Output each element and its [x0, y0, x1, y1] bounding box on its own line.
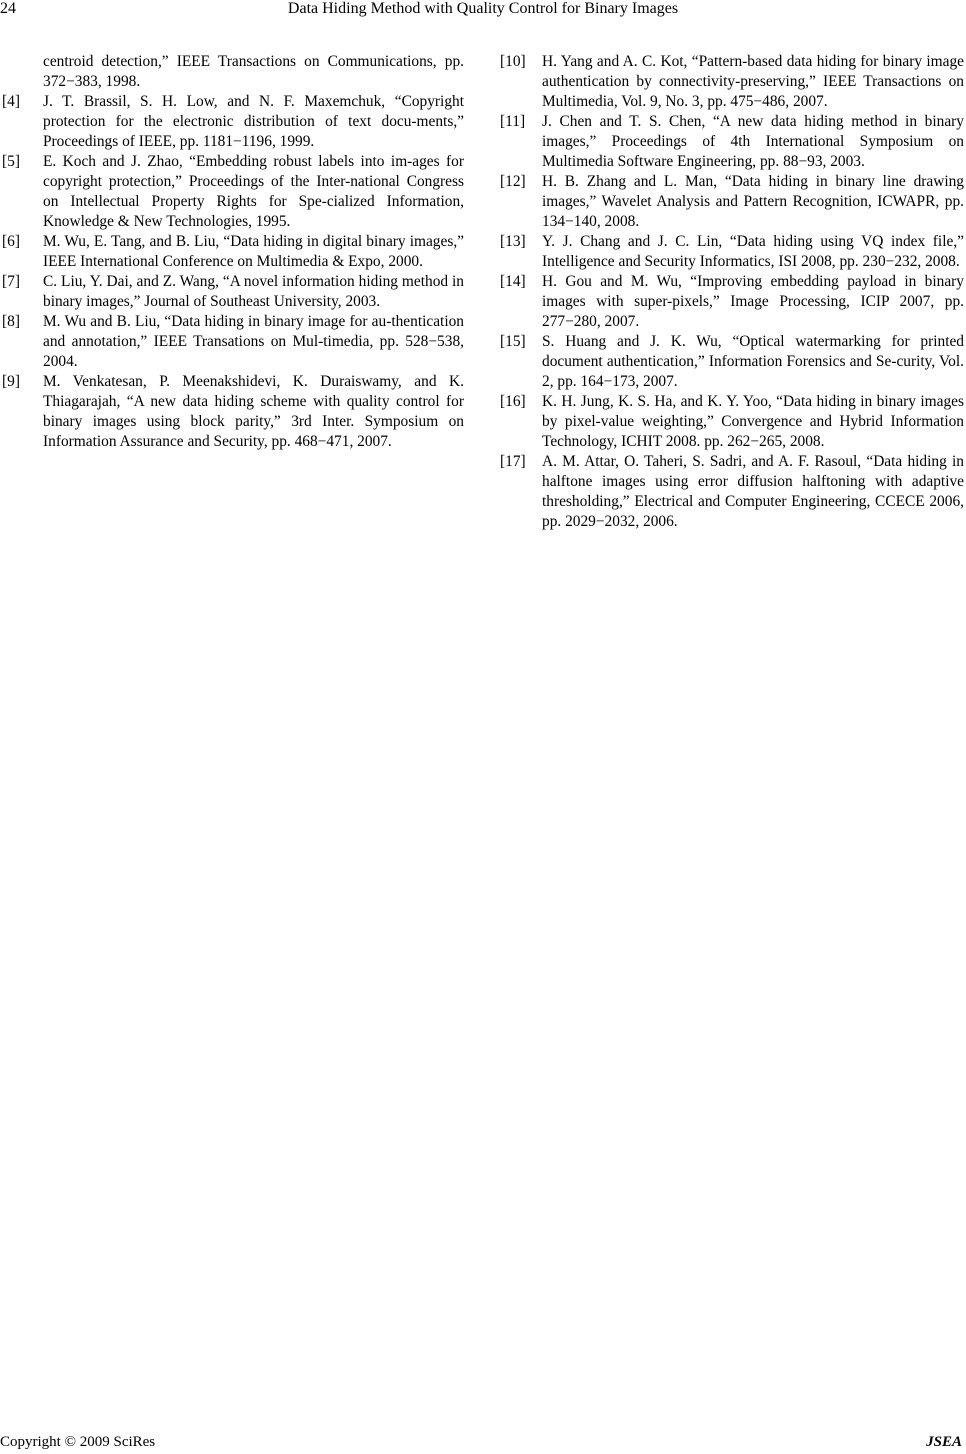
reference-text: M. Venkatesan, P. Meenakshidevi, K. Duraiswamy, and K. Thiagarajah, “A new data hiding scheme with quality control for binary images using block parity,” 3rd Inter. Symposium on Information Assurance and Security, pp. 468−471, 2007. [43, 373, 464, 450]
reference-14 [500, 272, 964, 332]
reference-number: [4] [2, 93, 20, 110]
reference-text: H. B. Zhang and L. Man, “Data hiding in binary line drawing images,” Wavelet Analysis and Pattern Recognition, ICWAPR, pp. 134−140, 2008. [542, 173, 964, 230]
reference-10 [500, 52, 964, 112]
reference-number: [11] [500, 113, 526, 130]
reference-text: C. Liu, Y. Dai, and Z. Wang, “A novel information hiding method in binary images,” Journal of Southeast University, 2003. [43, 273, 464, 310]
reference-16 [500, 392, 964, 452]
reference-7 [2, 272, 464, 312]
reference-text: Y. J. Chang and J. C. Lin, “Data hiding using VQ index file,” Intelligence and Security Informatics, ISI 2008, pp. 230−232, 2008. [542, 233, 964, 270]
reference-number: [17] [500, 453, 526, 470]
reference-number: [5] [2, 153, 20, 170]
running-header [0, 0, 966, 24]
reference-number: [15] [500, 333, 526, 350]
reference-number: [16] [500, 393, 526, 410]
left-column [2, 52, 464, 452]
reference-5 [2, 152, 464, 232]
running-title: Data Hiding Method with Quality Control for Binary Images [287, 0, 679, 17]
reference-11 [500, 112, 964, 172]
copyright-notice: Copyright © 2009 SciRes [0, 1434, 156, 1450]
reference-text: J. Chen and T. S. Chen, “A new data hiding method in binary images,” Proceedings of 4th International Symposium on Multimedia Software Engineering, pp. 88−93, 2003. [542, 113, 964, 170]
reference-text: J. T. Brassil, S. H. Low, and N. F. Maxemchuk, “Copyright protection for the electronic distribution of text docu-ments,” Proceedings of IEEE, pp. 1181−1196, 1999. [43, 93, 464, 150]
reference-number: [13] [500, 233, 526, 250]
reference-6 [2, 232, 464, 272]
reference-17 [500, 452, 964, 532]
reference-text: E. Koch and J. Zhao, “Embedding robust labels into im-ages for copyright protection,” Proceedings of the Inter-national Congress on Intellectual Property Rights for Spe-cialized Information, Knowledge & New Technologies, 1995. [43, 153, 464, 230]
reference-text: S. Huang and J. K. Wu, “Optical watermarking for printed document authentication,” Information Forensics and Se-curity, Vol. 2, pp. 164−173, 2007. [542, 333, 964, 390]
reference-15 [500, 332, 964, 392]
reference-text: M. Wu and B. Liu, “Data hiding in binary image for au-thentication and annotation,” IEEE Transations on Mul-timedia, pp. 528−538, 2004. [43, 313, 464, 370]
reference-number: [14] [500, 273, 526, 290]
reference-text: H. Gou and M. Wu, “Improving embedding payload in binary images with super-pixels,” Image Processing, ICIP 2007, pp. 277−280, 2007. [542, 273, 964, 330]
reference-8 [2, 312, 464, 372]
reference-number: [7] [2, 273, 20, 290]
reference-text: K. H. Jung, K. S. Ha, and K. Y. Yoo, “Data hiding in binary images by pixel-value weighting,” Convergence and Hybrid Information Technology, ICHIT 2008. pp. 262−265, 2008. [542, 393, 964, 450]
page-number: 24 [0, 0, 16, 17]
page-footer [0, 1433, 966, 1453]
reference-9 [2, 372, 464, 452]
reference-13 [500, 232, 964, 272]
reference-number: [8] [2, 313, 20, 330]
reference-4 [2, 92, 464, 152]
reference-number: [12] [500, 173, 526, 190]
reference-text: H. Yang and A. C. Kot, “Pattern-based data hiding for binary image authentication by connectivity-preserving,” IEEE Transactions on Multimedia, Vol. 9, No. 3, pp. 475−486, 2007. [542, 53, 964, 110]
reference-text: A. M. Attar, O. Taheri, S. Sadri, and A. F. Rasoul, “Data hiding in halftone images using error diffusion halftoning with adaptive thresholding,” Electrical and Computer Engineering, CCECE 2006, pp. 2029−2032, 2006. [542, 453, 964, 530]
reference-number: [10] [500, 53, 526, 70]
right-column [500, 52, 964, 532]
reference-continuation: centroid detection,” IEEE Transactions on Communications, pp. 372−383, 1998. [43, 53, 464, 90]
journal-abbreviation: JSEA [926, 1434, 962, 1450]
reference-text: M. Wu, E. Tang, and B. Liu, “Data hiding in digital binary images,” IEEE International Conference on Multimedia & Expo, 2000. [43, 233, 464, 270]
reference-12 [500, 172, 964, 232]
reference-number: [9] [2, 373, 20, 390]
reference-number: [6] [2, 233, 20, 250]
